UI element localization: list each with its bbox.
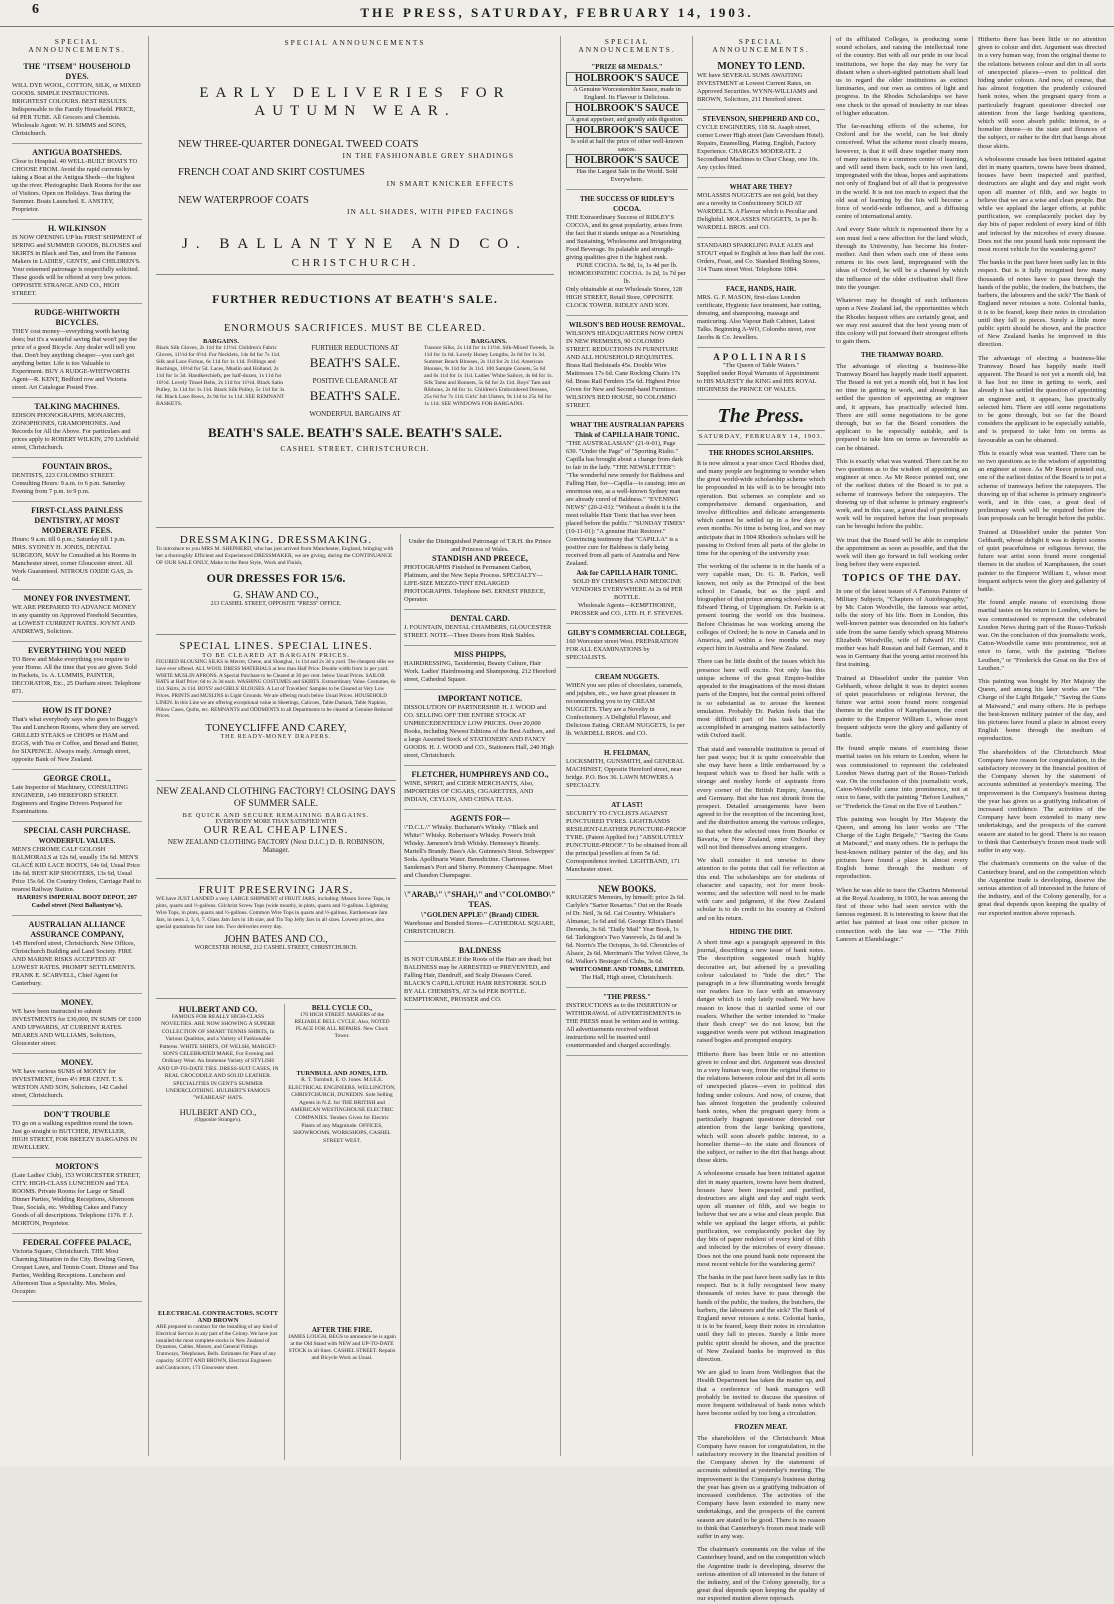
ad-body: Has the Largest Sale in the World. Sold Everywhere. — [576, 168, 678, 184]
ad-title: FURTHER REDUCTIONS AT BEATH'S SALE. — [212, 292, 498, 306]
ad-body: PURE COCOA. 5s 8d, 1s, 1s 4d per lb. HOMOEOPATHIC COCOA. 1s 2d, 1s 7d per lb. — [568, 262, 686, 286]
ad-beaths-sale — [156, 282, 554, 528]
ad-address: CASHEL STREET, CHRISTCHURCH. — [280, 444, 430, 453]
ad-fruit-jars — [156, 884, 396, 999]
ad-standard-ales — [697, 238, 825, 280]
article-title: TOPICS OF THE DAY. — [842, 573, 962, 585]
ad-body: WE ARE PREPARED TO ADVANCE MONEY in any quantity on Approved Freehold Securities, at LOWEST CURRENT RATES. JOYNT AND ANDREWS, Solicitors. — [12, 604, 138, 636]
bargains-list: Tussore Silks, 2s 11d for 1s 11½d. Silk-Mixed Tweeds, 3s 11d for 1s 6d. Lovely Honey Lengths, 2s 6d for 1s 3d. Summer Beach Blouses, 2s 11d for 2s 11d. American Blouses, 9s 11d for 3s 11d. 100 Sample Corsets, 5s 6d and 6s 11d for 1s 11d. Ladies' White Sailors, 4s 6d for 1s. Silk Tams and Bonnets, 5s 6d for 2s 11d. Boys' Tam and Ribbons, 2s 6d for 1s. Children's Embroidered Dresses, 25s 6d for 7s 11d. Girls' Jub Ulsters, 9s 11d to 25s 6d for 1s 11d. SEE WINDOWS FOR BARGAINS. — [424, 345, 554, 407]
ad-body: JAMES LOUGH, BEGS to announce he is again at the Old Stand with NEW and UP-TO-DATE STOCK in all lines. CASHEL STREET. Repairs and Bicycle Work as Usual. — [288, 1334, 396, 1361]
column-3 — [566, 36, 688, 1456]
ad-footer: Only obtainable at our Wholesale Stores, 128 HIGH STREET, Retail Store, OPPOSITE CLOCK TOWER. RIDLEY AND SON. — [566, 286, 683, 310]
ad-apollinaris — [697, 348, 825, 400]
ad-australian-alliance — [12, 916, 142, 994]
ad-title: SPECIAL LINES. SPECIAL LINES. — [179, 640, 373, 652]
ad-body: WE have been instructed to submit INVESTMENTS for £30,000, IN SUMS OF £100 AND UPWARDS, AT CURRENT RATES. MEARES AND WILLIAMS, Solicitors, Gloucester street. — [12, 1008, 141, 1048]
ad-title: FOUNTAIN BROS., — [42, 462, 112, 472]
ad-title: HOLBROOK'S SAUCE — [566, 102, 688, 116]
ad-dressmaking — [156, 534, 396, 635]
ad-subtitle: "The Queen of Table Waters." — [722, 362, 800, 370]
ad-face-hands-hair — [697, 280, 825, 348]
ad-title: H. WILKINSON — [47, 224, 107, 234]
ad-body: THE Extraordinary Success of RIDLEY'S COCOA, and its great popularity, arises from the fact that it stands unique as a Nourishing and Sustaining, Wholesome and Invigorating Food Beverage. Its palatable and strength-giving qualities give it the highest rank. — [566, 214, 683, 262]
ad-stevenson-shepherd — [697, 110, 825, 178]
article-paragraph: The advantage of electing a business-like Tramway Board has happily made itself apparent. The Board is not yet a month old, but it has lost no time in getting to work, and already it has settled the question of appointing an engineer and, it appears, has practically selected him. There are still some negotiations to be gone through, but so far the Board considers the applicant to be especially suitable, and is prepared to take him on terms as favourable as can be obtained. — [978, 354, 1106, 444]
ad-title: MONEY FOR INVESTMENT. — [23, 594, 131, 604]
bargains-right — [424, 338, 554, 419]
article-paragraph: We shall consider it not unwise to draw attention to the points that call for reflection at this end. The scholarships are for students of character and capacity, not for mere book-worms; and the selection will need to be made with care and judgment, if the New Zealand scholar is to do credit to his country at Oxford and on his return. — [697, 857, 825, 922]
ad-body: INSTRUCTIONS as to the INSERTION or WITHDRAWAL of ADVERTISEMENTS in THE PRESS must be written and in writing. All advertisements received without instructions will be inserted until countermanded and charged accordingly. — [566, 1002, 681, 1050]
ad-agents-for: AGENTS FOR— \"D.C.L.\" Whisky. Buchanan's Whisky. \"Black and White\" Whisky. Robertson's Whisky. Power's Irish Whisky. Jameson's Irish Whisky. Hennessy's Brandy. Martell's Brandy. Bass's Ale. Guinness's Stout. Schweppes' Soda. Apollinaris Water. Benedictine. Chartreuse. Sandeman's Port and Sherry. Pommery Champagne. Moet and Chandon Champagne. — [404, 810, 556, 886]
ad-firm: G. SHAW AND CO., — [233, 590, 319, 601]
ad-body: Late Inspector of Machinery, CONSULTING ENGINEER, 149 HEREFORD STREET. Engineers and Engine Drivers Prepared for Examinations. — [12, 784, 128, 816]
ad-title: TALKING MACHINES. — [34, 402, 120, 412]
ad-itsem-dyes — [12, 58, 142, 144]
ad-firm: JOHN BATES AND CO., — [224, 934, 328, 945]
ad-title: TURNBULL AND JONES, LTD. — [296, 1070, 388, 1077]
ad-body: MEN'S CHROME CALF GOLOSH BALMORALS at 12s 6d, usually 15s 6d. MEN'S GLACÉ KID LACE BOOTS, 14s 6d, Usual Price 18s 6d. BEST KIP SHOOTERS, 13s 6d, Usual Price 15s 6d. On Country Orders, Carriage Paid to nearest Railway Station. — [12, 846, 141, 894]
ad-line: IN SMART KNICKER EFFECTS — [386, 179, 514, 188]
ad-footer: NEW ZEALAND CLOTHING FACTORY (Next D.I.C.) D. B. ROBINSON, Manager. — [167, 838, 385, 854]
article-paragraph: We trust that the Board will be able to complete the appointment as soon as possible, and that the work will then go forward in full working order long before they were expected. — [836, 536, 968, 569]
article-paragraph: A short time ago a paragraph appeared in this journal, describing a new issue of bank notes. The description suggested much highly decorative art, but adorned by a prevailing colour calculated to "hide the dirt." The paragraph in a few illuminating words brought our readers face to face with an unsavoury danger which is only lately realised. We have reason to know that it startled some of our readers. Whether the writer intended to "make their flesh creep" we do not know, but the suggestive words were put without imagination raised bogies and prompted enquiry. — [697, 938, 825, 1045]
ad-hulbert — [156, 1004, 280, 1304]
column-2-header — [156, 38, 554, 47]
ad-holbrooks-sauce — [566, 58, 688, 190]
ad-mortons — [12, 1158, 142, 1234]
ad-body: That's what everybody says who goes to Buggy's Tea and Luncheon Rooms, where they are served. GRILLED STEAKS or CHOPS or HAM and EGGS, with Tea or Coffee, and Bread and Butter, for SIXPENCE. Always ready. Armagh street, opposite Bank of New Zealand. — [12, 716, 140, 764]
article-paragraph: The advantage of electing a business-like Tramway Board has happily made itself apparent. The Board is not yet a month old, but it has lost no time in getting to work, and already it has settled the question of appointing an engineer and, it appears, has practically selected him. There are still some negotiations to be gone through, but so far the Board considers the applicant to be especially suitable, and is prepared to take him on terms as favourable as can be obtained. — [836, 362, 968, 452]
article-paragraph: The shareholders of the Christchurch Meat Company have reason for congratulation, in the satisfactory recovery in the financial position of the Company shown by the statement of accounts submitted at yesterday's meeting. The improvement is the Company's business during the year has given us a gratifying indication of increased confidence. The activities of the Company have been extended to many new undertakings, and the prospects of the current season are stated to be good. There is no reason to think that Canterbury's frozen meat trade will suffer in any way. — [978, 748, 1106, 855]
article-paragraph: When he was able to trace the Chartres Memorial at the Royal Academy, in 1903, he was among the first of those who had seen service with the famous regiment. It is interesting to know that the artist has painted at least one other picture in connection with the late war — "The Fifth Lancers at Elandslaagte." — [836, 886, 968, 943]
ad-title: NEW BOOKS. — [598, 884, 656, 895]
ad-title: WILSON'S BED HOUSE REMOVAL. — [568, 321, 686, 330]
ad-title: FRUIT PRESERVING JARS. — [198, 884, 354, 896]
article-paragraph: This painting was bought by Her Majesty the Queen, and among his later works are "The Charge of the Light Brigade," "Saving the Guns at Maiwand," and many others. He is perhaps the best-known military painter of the day, and his pictures have found a place in almost every English home through the medium of reproduction. — [836, 815, 968, 881]
center-line: WONDERFUL BARGAINS AT — [309, 410, 401, 418]
ad-dont-trouble — [12, 1106, 142, 1158]
ad-title: EVERYTHING YOU NEED — [27, 646, 127, 656]
ad-title: MONEY. — [61, 1058, 93, 1068]
ad-line: IN THE FASHIONABLE GREY SHADINGS — [342, 151, 514, 160]
ad-fountain-bros — [12, 458, 142, 502]
ad-dissolution: IMPORTANT NOTICE. DISSOLUTION OF PARTNERSHIP. H. J. WOOD and CO. SELLING OFF THE ENTIRE STOCK AT UNPRECEDENTEDLY LOW PRICES. Over 20,000 Books, including Newest Editions of the Best Authors, and a large Assorted Stock of STATIONERY AND FANCY GOODS. H. J. WOOD and CO., Stationers Hall, 240 High street, Christchurch. — [404, 690, 556, 766]
ad-body: WE have SEVERAL SUMS AWAITING INVESTMENT at Lowest Current Rates, on Approved Securities. WYNN-WILLIAMS and BROWN, Solicitors, 211 Hereford street. — [697, 72, 818, 104]
column-5 — [836, 36, 968, 1456]
ad-body: DENTISTS, 223 COLOMBO STREET. Consulting Hours: 9 a.m. to 6 p.m. Saturday Evening from 7 p.m. to 9 p.m. — [12, 472, 126, 496]
ad-body: Supplied under Royal Warrants of Appointment to HIS MAJESTY the KING and HIS ROYAL HIGHNESS the PRINCE OF WALES. — [697, 370, 820, 394]
ad-title: THE SUCCESS OF RIDLEY'S COCOA. — [579, 195, 675, 214]
column-1 — [12, 36, 142, 1456]
ad-rudge-whitworth — [12, 304, 142, 398]
ad-body: 160 Worcester street West. PREPARATION FOR ALL EXAMINATIONS by SPECIALISTS. — [566, 638, 679, 662]
ad-offer: OUR DRESSES FOR 15/6. — [206, 571, 346, 585]
ad-title: FEDERAL COFFEE PALACE, — [22, 1238, 132, 1248]
ad-line: FRENCH COAT AND SKIRT COSTUMES — [178, 167, 365, 178]
ad-money-weston — [12, 1054, 142, 1106]
ad-title: "THE PRESS." — [603, 993, 651, 1002]
article-paragraph: It is now almost a year since Cecil Rhodes died, and many people are beginning to wonder when the great world-wide scholarship scheme which he propounded in his will is to be brought into operation. But schemes so complete and so comprehensive demand organisation, and involve difficulties and delicate arrangements which cannot be settled up in a few days or even months. No time is being lost, and we may anticipate that in 1904 Rhodes's scholars will be passing to Oxford from all parts of the globe in time for the opening of the university year. — [697, 459, 825, 558]
ad-special-cash-purchase — [12, 822, 142, 916]
ad-firm: TONEYCLIFFE AND CAREY, — [205, 722, 347, 735]
bargains-center — [296, 338, 414, 419]
column-2-right — [404, 534, 556, 1460]
article-paragraph: This is exactly what was wanted. There can be no two questions as to the wisdom of appointing an engineer at once. As Mr Reece pointed out, one of the earliest duties of the Board is to put a scheme of tramways before the ratepayers. The drawing up of that scheme is primary engineer's work, and in this case, a great deal of preliminary work will be required before the loan proposals can be brought before the public. — [836, 457, 968, 531]
article-paragraph: That staid and venerable institution is proud of her past ways; but it is quite conceivable that she may have been a little embarrassed by a bequest which was to flood her halls with a strange and motley horde of aspirants from every corner of the British Empire, America, and Germany. But she has not shrunk from the prospect. Detailed arrangements have been agreed to for the reception of the incoming host, and the distribution among the various colleges, so that when the selected ones from Bourke or Bavaria, or New Zealand, enter Oxford they will not find themselves among strangers. — [697, 745, 825, 851]
ad-body: WHEN you see piles of chocolates, caramels, and jujubes, etc., we have great pleasure in recommending you to try CREAM NUGGETS. They are a Novelty in Confectionery. A Delightful Flavour, and Delicious Eating. CREAM NUGGETS, 1s per lb. WARDELL BROS. and CO. — [566, 682, 685, 738]
ad-body: 170 HIGH STREET. MAKERS of the RELIABLE BELL CYCLE. Also, NOTED PLACE FOR ALL REPAIRS. New Clock Tower. — [294, 1012, 390, 1039]
editorial-masthead: The Press. — [717, 405, 805, 428]
ad-title: AT LAST! — [611, 801, 643, 810]
article-paragraph: And every State which is represented there by a son must feel a new affection for the land which, through its University, has become his foster-mother. And then when each one of these sons returns to his own land, impregnated with the ideas of Oxford, he will be a channel by which the influence of the older civilisation shall flow into the younger. — [836, 226, 968, 291]
article-title: FROZEN MEAT. — [734, 1423, 788, 1432]
ad-title: FACE, HANDS, HAIR. — [725, 285, 797, 294]
ad-body: A Genuine Worcestershire Sauce, made in England. Its Flavour is Delicious. — [573, 86, 681, 102]
ad-body: EDISON PHONOGRAPHS, MONARCHS, ZONOPHONES, GRAMOPHONES. And Records for All the Above. For particulars and prices apply to ROBERT WILKIN, 270 Lichfield street, Christchurch. — [12, 412, 139, 452]
ad-money-investment — [12, 590, 142, 642]
ad-feldman — [566, 744, 688, 796]
article-paragraph: Trained at Düsseldorf under the painter Von Gebhardt, whose delight it was to depict scenes of quiet peacefulness or religious fervour, the future war artist soon found more congenial themes in the studios of Kamphausen, the court painter to the Emperor William I., whose most frequent subjects were the glory and gallantry of battle. — [978, 528, 1106, 593]
ad-title: WHAT ARE THEY? — [729, 183, 793, 192]
ad-body: KRUGER'S Memoirs, by himself; price 2s 6d. Carlyle's "Sartor Resartus." Out on the Roads of Dr. Neil, 3s 6d. Cat Country. Whitaker's Almanac, 1s 6d and 6d. George Eliot's Daniel Deronda, 3s 6d. "Daily Mail" Year Book, 1s 6d. Tarkington's Two Vanrevels, 2s 6d and 3s 6d. Norris's The Octopus, 3s 6d. Chronicles of Alsace, 2s 6d. Merriman's The Velvet Glove, 3s 6d. Walker's Besieger of Clubs, 3s 6d. — [566, 894, 688, 966]
ad-new-books — [566, 880, 688, 988]
ad-body: "THE AUSTRALASIAN" (21-9-01), Page 630. "Under the Page" of "Sporting Rialto." Capilla has brought about a change from dark to fair in the lady. "THE NEWSLETTER": "The wonderful new remedy for Baldness and Falling Hair, for—Capilla—is causing; into an enormous one, as a well-known Sydney man are already cured of Baldness." "EVENING NEWS" (20-2-01): "Without a doubt it is the most reliable Hair Tonic that has ever been placed before the public." "SUNDAY TIMES" (10-11-01): "A genuine Hair Restorer." — [566, 440, 686, 536]
ad-title: EARLY DELIVERIES FOR AUTUMN WEAR. — [199, 85, 511, 119]
ad-capilla-hair-tonic — [566, 416, 688, 624]
ad-body: WE have various SUMS of MONEY for INVESTMENT, from 4½ PER CENT. T. S. WESTON AND SON, Solicitors, 142 Cashel street, Christchurch. — [12, 1068, 128, 1100]
ad-offer: OUR REAL CHEAP LINES. — [203, 825, 349, 836]
ad-subtitle: EVERYBODY MORE THAN SATISFIED WITH — [215, 819, 337, 825]
ad-address: 213 CASHEL STREET, OPPOSITE "PRESS" OFFICE. — [210, 601, 342, 607]
ad-at-last — [566, 796, 688, 880]
ad-subtitle: Ask for CAPILLA HAIR TONIC. — [576, 569, 678, 578]
bargains-list: Black Silk Gloves, 2s 11d for 11½d. Children's Fabric Gloves, 11½d for 6½d. Fur Necklets, 14s 6d for 7s 11d. Silk and Lace Fichus, 6s 11d for 1s 11d. Frillings and Ruchings, 10½d for 5d. Laces, Muslin and Holland, 2s 11d for 1s 3d. Handkerchiefs, per half-dozen, 1s 11d for 10½d. Lovely Tinsel Belts, 2s 11d for 11½d. Black Satin Pulley, 3s 11d for 1s 11d. Black Silk Pulley, 5s 11d for 3s 6d. Black Lace Bows, 2s 9d for 1s 11d. SEE REMNANT BASKETS. — [156, 345, 285, 407]
ad-body: ARE prepared to contract for the installing of any kind of Electrical Service in any part of the Colony. We have just installed the most complete stocks in New Zealand of Dynamos, Cables, Motors, and General Fittings. Tramways, Telephones, Bells. Estimates for Plant of any capacity. SCOTT AND BROWN, Electrical Engineers and Contractors, 173 Gloucester street. — [156, 1324, 278, 1371]
ad-firm: WHITCOMBE AND TOMBS, LIMITED. — [569, 966, 685, 974]
ad-title: GILBY'S COMMERCIAL COLLEGE, — [567, 629, 687, 638]
ad-body: Close to Hospital. 40 WELL-BUILT BOATS TO CHOOSE FROM. Avoid the rapid currents by taking a Boat at the Antigua Sheds—the highest up the river. Photographic Dark Rooms for the use of Visitors. Open on Holidays. Teas during the Summer. Boats Launched. E. ANSTEY, Proprietor. — [12, 158, 142, 214]
article-paragraph: There can be little doubt of the issues which his presence here will excite. Not only has this unique scheme of the great Empire-builder appealed to the imaginations of the most distant parts of the Empire, but the central point offered is so substantial as to arouse the keenest emulation. Probably Dr. Parkin feels that the most difficult part of his task has been accomplished in arranging matters satisfactorily with Oxford itself. — [697, 658, 825, 740]
ad-molasses-nuggets — [697, 178, 825, 238]
ad-title: MONEY TO LEND. — [717, 61, 805, 73]
ad-title: DON'T TROUBLE — [43, 1110, 111, 1120]
article-paragraph: He found ample means of exercising those martial tastes on his return to London, where he was commissioned to represent the celebrated London News during part of the Russo-Turkish war. On the conclusion of this journalistic work, Caton-Woodville came into prominence, not at once to fame, with the painting "Before Leuthen," or "Frederick the Great on the Eve of Leuthen." — [836, 745, 968, 810]
ad-subtitle: "PRIZE 68 MEDALS." — [591, 63, 663, 72]
ad-subtitle: BE QUICK AND SECURE REMAINING BARGAINS. — [182, 812, 370, 819]
ad-dental-fountain: DENTAL CARD. J. FOUNTAIN, DENTAL CHAMBERS, GLOUCESTER STREET. NOTE—Three Doors from Rink Stables. — [404, 610, 556, 646]
ad-title: AFTER THE FIRE. — [311, 1326, 373, 1334]
bargains-heading: BARGAINS. — [471, 338, 507, 345]
ad-title: BELL CYCLE CO., — [311, 1004, 373, 1012]
ad-title: APOLLINARIS — [713, 352, 809, 363]
article-paragraph: The chairman's comments on the value of the Canterbury brand, and on the competition which the Argentine trade is developing, deserve the serious attention of all interested in the future of the industry, and of the Colony generally, for a great deal depends upon keeping the quality of our exported mutton above reproach. — [697, 1546, 825, 1603]
article-paragraph: The banks in the past have been sadly lax in this respect. But is it fully recognised how many thousands of notes have to pass through the hands of the public, the traders, the butchers, the barbers, the labourers and the sick? The Bank of England never reissues a note. Colonial banks, it is to be feared, keep their notes in circulation until they fall to pieces. Surely a little more public spirit should be shown, and the practice of New Zealand banks be improved in this direction. — [978, 259, 1106, 349]
ad-ballantyne — [156, 84, 554, 275]
ad-body: 145 Hereford street, Christchurch. New Offices, Christchurch Building and Land Society. FIRE AND MARINE RISKS ACCEPTED AT LOWEST RATES. PROMPT SETTLEMENTS. FRANK E. SCARVELL, Chief Agent for Canterbury. — [12, 940, 136, 988]
article-paragraph: Hitherto there has been little or no attention given to colour and dirt. Argument was directed in a very human way, from the original theme to the relations between colour and dirt in all sorts of unexpected places—even to political dirt hiding under colours. And now, of course, that has almost forgotten the prudently coloured bank notes, when the pregnant query from a particularly fragrant questioner directed our attention from the large banking questions, which will soon absorb public interest, to a homelier theme—to the state and flounces of the subject, or rather to the dirt that hangs about those skirts. — [978, 36, 1106, 150]
ad-cream-nuggets — [566, 668, 688, 744]
ad-everything-you-need — [12, 642, 142, 702]
ad-body: TO Brew and Make everything you require to your Home. All the time that you are given. Sold in Packets, 1s. A. LUMMIS, PAINTER, DECORATOR, Etc., 25 Durham street. Telephone 871. — [12, 656, 141, 696]
ad-footer: Wholesale Agents—KEMPTHORNE, PROSSER and CO., LTD. H. F. STEVENS. — [570, 602, 684, 618]
ad-body: FIGURED BLOUSING SILKS in Mercer, Chene, and Shanghai, 1s 11d and 2s 3d a yard. The cheapest silks we have ever offered. ALL WOOL DRESS MATERIALS at less than Half Price. Double width from 1s per yard. WHITE MUSLIN APRONS. A Special Purchase to be Cleared at 30 per cent. below Usual Prices. SAILOR HATS at Half Price; 6d to 2s 3d each. WASHING COSTUMES and SKIRTS. Extraordinary Value. Costumes, 6s 11d. Skirts, 2s 11d. BOYS' and GIRLS' BLOUSES. A Lot of Travellers' Samples to be Cleared at Very Low Prices. PRINTS and MUSLINS in Light Grounds. We are offering much below Usual Prices. HOUSEHOLD LINEN. In this Line we are offering exceptional value in Sheetings, Calicoes, Table Damask, Table Napkins, Pillow Cases, Quilts, etc. REMNANTS and ODDMENTS in all Departments to be cleared at Genuine Reduced Prices. — [156, 659, 396, 720]
ad-the-press-notice — [566, 988, 688, 1056]
ad-title: SPECIAL CASH PURCHASE. — [23, 826, 131, 836]
ad-body: WILSON'S HEADQUARTERS NOW OPEN IN NEW PREMISES, 90 COLOMBO STREET. REDUCTIONS IN FURNITURE AND ALL HOUSEHOLD REQUISITES. Brass Rail Bedsteads 45s. Double Wire Mattresses 17s 6d. Cane Rocking Chairs 17s 6d. Brass Rail Fenders 15s 6d. Highest Price Given for New and Second-hand Furniture. WILSON'S BED HOUSE, 90 COLOMBO STREET. — [566, 330, 684, 410]
column-header: SPECIAL ANNOUNCEMENTS — [284, 38, 426, 47]
article-paragraph: A wholesome crusade has been initiated against dirt in many quarters, towns have been drained, houses have been inspected and purified, destructors are alight and day and night work upon all manner of filth, and we begin to believe that we are a wise and clean people. But while we applaud the larger efforts, at public purification, we complacently pocket day by day bits of paper redolent of every kind of filth and infected by the microbes of every disease. Does not the one pound bank note represent the most recent vehicle for the wandering germ? — [697, 1170, 825, 1268]
ad-body: Victoria Square, Christchurch. THE Most Charming Situation in the City. Bowling Green, Croquet Lawn, and Tennis Court. Dinner and Tea Parties, Wedding Receptions. Luncheon and Afternoon Teas a Speciality. Mrs. Moles, Occupier. — [12, 1248, 139, 1296]
column-rule — [148, 36, 149, 1456]
ad-antigua-boatsheds — [12, 144, 142, 220]
ad-title: HULBERT AND CO. — [178, 1004, 258, 1014]
column-6 — [978, 36, 1106, 1456]
ad-footer: HARRIS'S IMPERIAL BOOT DEPOT, 207 Cashel street (Next Ballantyne's). — [17, 894, 137, 910]
ad-body: A great appetiser, and greatly aids digestion. — [570, 116, 684, 124]
ad-address: The Hall, High street, Christchurch. — [581, 974, 673, 982]
ad-body: TO go on a walking expedition round the town. Just go straight to BUTCHER, JEWELLER, HIGH STREET, FOR BREEZY BARGAINS IN JEWELLERY. — [12, 1120, 137, 1152]
ad-bell-cycle — [288, 1004, 396, 1064]
page-number: 6 — [32, 2, 39, 17]
article-title: HIDING THE DIRT. — [729, 927, 793, 936]
ad-baldness: BALDNESS IS NOT CURABLE If the Roots of the Hair are dead; but BALDNESS may be ARRESTED or PREVENTED, and Falling Hair, Dandruff, and Scalp Diseases Cured. BLACK'S CAPILLATURE HAIR RESTORER. SOLD BY ALL CHEMISTS, AT 3s 6d PER BOTTLE. KEMPTHORNE, PROSSER and CO. — [404, 942, 556, 1010]
ad-title: AUSTRALIAN ALLIANCE ASSURANCE COMPANY, — [28, 920, 126, 940]
article-paragraph: Hitherto there has been little or no attention given to colour and dirt. Argument was directed in a very human way, from the original theme to the relations between colour and dirt in all sorts of unexpected places—even to political dirt hiding under colours. And now, of course, that has almost forgotten the prudently coloured bank notes, when the pregnant query from a particularly fragrant questioner directed our attention from the large banking questions, which will soon absorb public interest, to a homelier theme—to the state and flounces of the subject, or rather to the dirt that hangs about those skirts. — [697, 1050, 825, 1165]
ad-tagline: THE READY-MONEY DRAPERS. — [220, 734, 332, 741]
ad-title: GEORGE CROLL, — [43, 774, 111, 784]
ad-arab-shah-colombo: \"ARAB,\" \"SHAH,\" and \"COLOMBO\" TEAS. \"GOLDEN APPLE\" (Brand) CIDER. Warehouse and Bonded Stores—CATHEDRAL SQUARE, CHRISTCHURCH. — [404, 886, 556, 942]
ad-city: CHRISTCHURCH. — [291, 257, 419, 269]
column-rule — [830, 36, 831, 1456]
ad-title: H. FELDMAN, — [603, 749, 651, 758]
ad-banner: BEATH'S SALE. BEATH'S SALE. BEATH'S SALE. — [207, 425, 503, 440]
ad-title: CREAM NUGGETS. — [594, 673, 660, 682]
column-rule — [692, 36, 693, 1456]
article-paragraph: This painting was bought by Her Majesty the Queen, and among his later works are "The Charge of the Light Brigade," "Saving the Guns at Maiwand," and many others. He is perhaps the best-known military painter of the day, and his pictures have found a place in almost every English home through the medium of reproduction. — [978, 678, 1106, 743]
ad-body: Convincing testimony that "CAPILLA" is a positive cure for Baldness is daily being received from all parts of Australia and New Zealand. — [566, 536, 680, 568]
ad-wilsons-bed-house — [566, 316, 688, 416]
ad-title: THE "ITSEM" HOUSEHOLD DYES. — [23, 62, 131, 82]
ad-body: R. T. Turnbull, E. O. Jones. M.I.E.E. ELECTRICAL ENGINEERS, WELLINGTON, CHRISTCHURCH, DUNEDIN. Sole Selling Agents in N.Z. for THE BRITISH and AMERICAN WESTINGHOUSE ELECTRIC COMPANIES. Tenders Given for Electric Plants of any Magnitude. OFFICES, SHOWROOMS, WORKSHOPS, CASHEL STREET WEST. — [288, 1077, 396, 1144]
masthead — [0, 0, 1114, 27]
article-paragraph: The far-reaching effects of the scheme, for Oxford and for the world, can be but dimly conceived. What the scheme most clearly means, however, is that it will draw together many men of many nations to a common centre of learning, and will send them back, each to his own land, impregnated with the ideas, hopes and aspirations not only of England but of all that is progressive in the world. It is not too much to expect that the old seat of learning by the Isis will become a force of world-wide influence, and a diffusing centre of international amity. — [836, 123, 968, 221]
column-header: SPECIAL ANNOUNCEMENTS. — [712, 37, 810, 55]
article-paragraph: He found ample means of exercising those martial tastes on his return to London, where he was commissioned to represent the celebrated London News during part of the Russo-Turkish war. On the conclusion of this journalistic work, Caton-Woodville came into prominence, not at once to fame, with the painting "Before Leuthen," or "Frederick the Great on the Eve of Leuthen." — [978, 599, 1106, 672]
ad-title: STEVENSON, SHEPHERD AND CO., — [702, 115, 820, 124]
ad-subtitle: ENORMOUS SACRIFICES. MUST BE CLEARED. — [223, 323, 486, 334]
ad-title: MORTON'S — [55, 1162, 99, 1172]
ad-miss-phipps: MISS PHIPPS, HAIRDRESSING, Taxidermist, Beauty Culture, Hair Work. Ladies' Hairdressing and Shampooing. 212 Hereford street, Cathedral Square. — [404, 646, 556, 690]
article-paragraph: Trained at Düsseldorf under the painter Von Gebhardt, whose delight it was to depict scenes of quiet peacefulness or religious fervour, the future war artist soon found more congenial themes in the studios of Kamphausen, the court painter to the Emperor William I., whose most frequent subjects were the glory and gallantry of battle. — [836, 674, 968, 740]
article-paragraph: This is exactly what was wanted. There can be no two questions as to the wisdom of appointing an engineer at once. As Mr Reece pointed out, one of the earliest duties of the Board is to put a scheme of tramways before the ratepayers. The drawing up of that scheme is primary engineer's work, and in this case, a great deal of preliminary work will be required before the loan proposals can be brought before the public. — [978, 449, 1106, 523]
ad-federal-coffee-palace — [12, 1234, 142, 1302]
ad-title: WHAT THE AUSTRALIAN PAPERS Think of CAPILLA HAIR TONIC. — [569, 421, 685, 440]
ad-painless-dentistry — [12, 502, 142, 590]
ad-george-croll — [12, 770, 142, 822]
ad-how-is-it-done — [12, 702, 142, 770]
ad-title: FIRST-CLASS PAINLESS DENTISTRY, AT MOST MODERATE FEES. — [31, 506, 123, 536]
ad-body: MRS. G. F. MASON, first-class London certificate, Hygienic face treatment, hair cutting, dressing, and shampooing, massage and manicuring. Also Vapour Bath Cabinet, Latest Talks. Beginning A-WO, Colombo street, over Jacobs & Co. Jewellers. — [697, 294, 822, 342]
ad-title: DRESSMAKING. DRESSMAKING. — [179, 534, 373, 546]
ad-line: IN ALL SHADES, WITH PIPED FACINGS — [346, 207, 514, 216]
ad-scott-brown — [156, 1310, 280, 1460]
ad-address: WORCESTER HOUSE, 212 CASHEL STREET, CHRISTCHURCH. — [194, 945, 358, 951]
ad-standish-preece: Under the Distinguished Patronage of T.R.H. the Prince and Princess of Wales. STANDISH AND PREECE, PHOTOGRAPHS Finished in Permanent Carbon, Platinum, and the New Sepia Process. SPECIALTY— LIFE-SIZE MEZZO-TINT ENLARGED PHOTOGRAPHS. Telephone 845. ERNEST PREECE, Operator. — [404, 534, 556, 610]
center-line-big: BEATH'S SALE. — [309, 355, 401, 370]
editorial-date: SATURDAY, FEBRUARY 14, 1903. — [697, 430, 825, 444]
ad-body: Is sold at half the price of other well-known sauces. — [570, 138, 684, 154]
ad-fletcher-humphreys: FLETCHER, HUMPHREYS AND CO., WINE, SPIRIT, and CIDER MERCHANTS, Also, IMPORTERS OF CIGARS, CIGARETTES, AND INDIAN, CEYLON, AND CHINA TEAS. — [404, 766, 556, 810]
ad-line: NEW WATERPROOF COATS — [178, 195, 309, 206]
ad-turnbull-jones — [288, 1070, 396, 1320]
ad-title: RUDGE-WHITWORTH BICYCLES. — [34, 308, 120, 328]
article-paragraph: We are glad to learn from Wellington that the Health Department has taken the matter up, and that a conference of bank managers will probably be invited to discuss the question of more frequent withdrawal of bank notes which have become soiled by too long a circulation. — [697, 1369, 825, 1418]
ad-title: NEW ZEALAND CLOTHING FACTORY! CLOSING DAYS OF SUMMER SALE. — [156, 787, 396, 809]
ad-body: MOLASSES NUGGETS are not gold, but they are a novelty in Confectionery SOLD AT WARDELL'S. A Flavour which is Peculiar and Delightful. MOLASSES NUGGETS, 1s per lb. WARDELL BROS. and CO. — [697, 192, 819, 232]
ad-body: (Late Ladies' Club), 153 WORCESTER STREET, CITY. HIGH-CLASS LUNCHEON and TEA ROOMS. Private Rooms for Large or Small Dinner Parties, Wedding Receptions, Afternoon Teas, Socials, etc. Wedding Cakes and Fancy Goods of all descriptions. Telephone 1176. F. J. MORTON, Proprietor. — [12, 1172, 141, 1228]
ad-body: IS NOW OPENING UP his FIRST SHIPMENT of SPRING and SUMMER GOODS, BLOUSES and SKIRTS in Black and Tan, and from the Famous Makers in LADIES', GENTS', and CHILDREN'S. Your esteemed patronage is respectfully solicited. These goods will be offered at very low prices. OPPOSITE STRANGE AND CO., HIGH STREET. — [12, 234, 142, 298]
article-title: THE TRAMWAY BOARD. — [860, 351, 943, 360]
column-rule — [560, 36, 561, 1456]
article-paragraph: A wholesome crusade has been initiated against dirt in many quarters, towns have been drained, houses have been inspected and purified, destructors are alight and day and night work upon all manner of filth, and we begin to believe that we are a wise and clean people. But while we applaud the larger efforts, at public purification, we complacently pocket day by day bits of paper redolent of every kind of filth and infected by the microbes of every disease. Does not the one pound bank note represent the most recent vehicle for the wandering germ? — [978, 155, 1106, 254]
ad-body: WILL DYE WOOL, COTTON, SILK, or MIXED GOODS. SIMPLE INSTRUCTIONS. BRIGHTEST COLOURS. BEST RESULTS. Indispensable to the Family Household. PRICE, 6d PER TUBE. All Grocers and Chemists. Wholesale Agent: W. H. SIMMS and SONS, Christchurch. — [12, 82, 141, 138]
column-4 — [697, 36, 825, 1603]
column-rule — [400, 534, 401, 1460]
ad-subtitle: TO BE CLEARED AT BARGAIN PRICES. — [202, 652, 350, 659]
ad-body: To introduce to you MRS M. SHEPHERD, who has just arrived from Manchester, England, bringing with her a thoroughly Efficient and Experienced DRESSMAKER, we are giving, during the CONTINUANCE OF OUR SALE ONLY, Make to the Best Style, Work and Finish, — [156, 546, 394, 566]
ad-nz-clothing-factory — [156, 786, 396, 879]
article-title: THE RHODES SCHOLARSHIPS. — [708, 448, 814, 457]
ad-title: ELECTRICAL CONTRACTORS. SCOTT AND BROWN — [158, 1310, 278, 1324]
center-line: FURTHER REDUCTIONS AT — [311, 344, 399, 352]
article-paragraph: Whatever may be thought of such influences upon a New Zealand lad, the opportunities which the Rhodes bequest offers are certainly great, and we may rest assured that the best young men of this colony will put forward their strongest efforts to gain them. — [836, 297, 968, 346]
bargains-left — [156, 338, 286, 419]
ad-title: ANTIGUA BOATSHEDS. — [32, 148, 122, 158]
center-line: POSITIVE CLEARANCE AT — [312, 377, 398, 385]
ad-firm: HULBERT AND CO., — [179, 1106, 257, 1117]
column-rule — [284, 1004, 285, 1460]
ad-body: CYCLE ENGINEERS, 118 St. Asaph street, corner Lower High street (late Caversham Hotel). Repairs, Enamelling, Plating. English, Factory Experience. CHARGES MODERATE. 2 Secondhand Machines to Clear Cheap, one 10s. Any cycles fitted. — [697, 124, 825, 172]
column-rule — [972, 36, 973, 1456]
ad-body: FAMOUS FOR REALLY HIGH-CLASS NOVELTIES. ARE NOW SHOWING A SUPERB COLLECTION OF SMART TENNIS SHIRTS, In Various Qualities, and a Variety of Fashionable Patterns. WHITE SHIRTS, OF WELSH, MARGET-SON'S CELEBRATED MAKE, For Evening and Ordinary Wear. An Immense Variety of STYLISH AND UP-TO-DATE TIES. DRESS-SUIT CASES, IN REAL CROCODILE AND SOLID LEATHER. SPECIALITIES IN GENT'S SUMMER UNDERCLOTHING. HULBERT'S FAMOUS "WEAREASI" HATS. — [157, 1014, 279, 1102]
ad-money-meares — [12, 994, 142, 1054]
ad-body: THEY cost money—everything worth having does; but it's a wasteful saving that won't pay the price of a good Bicycle. Any dealer will tell you that. Don't buy anything cheaper—you can't get anything better. Life is too Valuable to Experiment. BUY A RUDGE-WHITWORTH. Agent—R. KENT, Bedford row and Victoria street. Art Catalogue Posted Free. — [12, 328, 137, 392]
center-line-big: BEATH'S SALE. — [309, 388, 401, 403]
ad-body: STANDARD SPARKLING PALE ALES and STOUT equal to English at less than half the cost. Orders, Feast, and Co. Standard Bottling Stores, 314 Tuam street West. Telephone 1084. — [697, 242, 825, 274]
article-paragraph: The shareholders of the Christchurch Meat Company have reason for congratulation, in the satisfactory recovery in the financial position of the Company shown by the statement of accounts submitted at yesterday's meeting. The improvement is the Company's business during the year has given us a gratifying indication of increased confidence. The activities of the Company have been extended to many new undertakings, and the prospects of the current season are stated to be good. There is no reason to think that Canterbury's frozen meat trade will suffer in any way. — [697, 1434, 825, 1540]
ad-body: SOLD BY CHEMISTS AND MEDICINE VENDORS EVERYWHERE At 2s 6d PER BOTTLE. — [571, 578, 683, 602]
ad-subtitle: WONDERFUL VALUES. — [38, 837, 116, 846]
article-paragraph: In one of the latest issues of A Famous Painter of Military Subjects, "Chapters of Autobiography," by Mr. Caton Woodville, the famous war artist, tells the story of his life. Born in London, this well-known painter was descended on his father's side from the same family which sprang Mistress Elizabeth Woodville, wife of Edward IV. His mother was half Russian and half German, and it was in Germany that the young artist received his first training. — [836, 587, 968, 669]
article-paragraph: The chairman's comments on the value of the Canterbury brand, and on the competition which the Argentine trade is developing, deserve the serious attention of all interested in the future of the industry, and of the Colony generally, for a great deal depends upon keeping the quality of our exported mutton above reproach. — [978, 860, 1106, 917]
ad-title: HOLBROOK'S SAUCE — [566, 124, 688, 138]
ad-title: HOW IS IT DONE? — [42, 706, 112, 716]
ad-firm: J. BALLANTYNE AND CO. — [182, 236, 528, 252]
column-header: SPECIAL ANNOUNCEMENTS. — [578, 37, 676, 55]
masthead-title: THE PRESS, SATURDAY, FEBRUARY 14, 1903. — [360, 5, 754, 20]
ad-title: MONEY. — [61, 998, 93, 1008]
ad-talking-machines — [12, 398, 142, 458]
ad-title: HOLBROOK'S SAUCE — [566, 154, 688, 168]
ad-body: SECURITY TO CYCLISTS AGAINST PUNCTURED TYRES. LIGHTBANDS RESILIENT-LEATHER PUNCTURE-PROOF TYRE. (Patent Applied for.) "ABSOLUTELY PUNCTURE-PROOF." To be obtained from all the principal jewellers at from 5s 6d. Correspondence invited. LIGHTBAND, 171 Manchester street. — [566, 810, 688, 874]
ad-address: (Opposite Strange's). — [194, 1116, 242, 1123]
ad-line: NEW THREE-QUARTER DONEGAL TWEED COATS — [178, 139, 419, 150]
column-header: SPECIAL ANNOUNCEMENTS. — [28, 37, 126, 55]
ad-body: LOCKSMITH, GUNSMITH, and GENERAL MACHINIST, Opposite Hereford street, near bridge. P.O. Box 36. LAWN MOWERS A SPECIALTY. — [566, 758, 684, 790]
ad-body: WE have JUST LANDED a very LARGE SHIPMENT of FRUIT JARS, including: Mason Screw Tops, in pints, quarts and ½-gallons. Gilchrist Screw Tops (wide mouth), in pints, quarts and ½-gallons. Lightning Wire Tops, in pints, quarts and ½-gallons. Common Wire Tops in quarts and ½-gallons. Earthenware Jam Jars, in nests 2, 3, 6, 7. Glass Jam Jars in 1lb size, and Tin Top Jelly Jars in all sizes. Lowest prices, also special quotations for case lots. Two deliveries every day. — [156, 896, 391, 930]
ad-wilkinson — [12, 220, 142, 304]
article-paragraph: The banks in the past have been sadly lax in this respect. But is it fully recognised how many thousands of notes have to pass through the hands of the public, the traders, the butchers, the barbers, the labourers and the sick? The Bank of England never reissues a note. Colonial banks, it is to be feared, keep their notes in circulation until they fall to pieces. Surely a little more public spirit should be shown, and the practice of New Zealand banks be improved in this direction. — [697, 1273, 825, 1363]
ad-special-lines — [156, 640, 396, 781]
bargains-heading: BARGAINS. — [203, 338, 239, 345]
article-paragraph: of its affiliated Colleges, is producing some sound scholars, and raising the intellectual tone of the country. But with all our pride in our local institutions, we hope the day may be very far distant when a short-sighted patriotism shall lead us to regard the older institutions as extinct luminaries, and our own as centres of light and progress. In the Rhodes Scholarships we have one check to the spread of insularity in our ideas of higher education. — [836, 36, 968, 117]
ad-title: HOLBROOK'S SAUCE — [566, 72, 688, 86]
ad-ridleys-cocoa — [566, 190, 688, 316]
article-paragraph: The working of the scheme is in the hands of a very capable man, Dr. G. R. Parkin, well known, not only as the Principal of the best school in Canada, but as the pupil and biographer of that prince among school-masters, Edward Thring, of Uppingham. Dr. Parkin is at present touring the world on this business. Before Christmas he was working among the colleges of Oxford; he is now in Canada and in America, and within a few months we may expect him in Australia and New Zealand. — [697, 563, 825, 653]
ad-james-lough — [288, 1326, 396, 1460]
ad-body: Hours: 9 a.m. till 6 p.m.; Saturday till 1 p.m. MRS. SYDNEY H. JONES, DENTAL SURGEON, MAY be Consulted at his Rooms in Manchester street, corner Gloucester street. All Work Guaranteed. NITROUS OXIDE GAS, 2s 6d. — [12, 536, 137, 584]
ad-gilbys-college — [566, 624, 688, 668]
ad-money-to-lend — [697, 58, 825, 110]
